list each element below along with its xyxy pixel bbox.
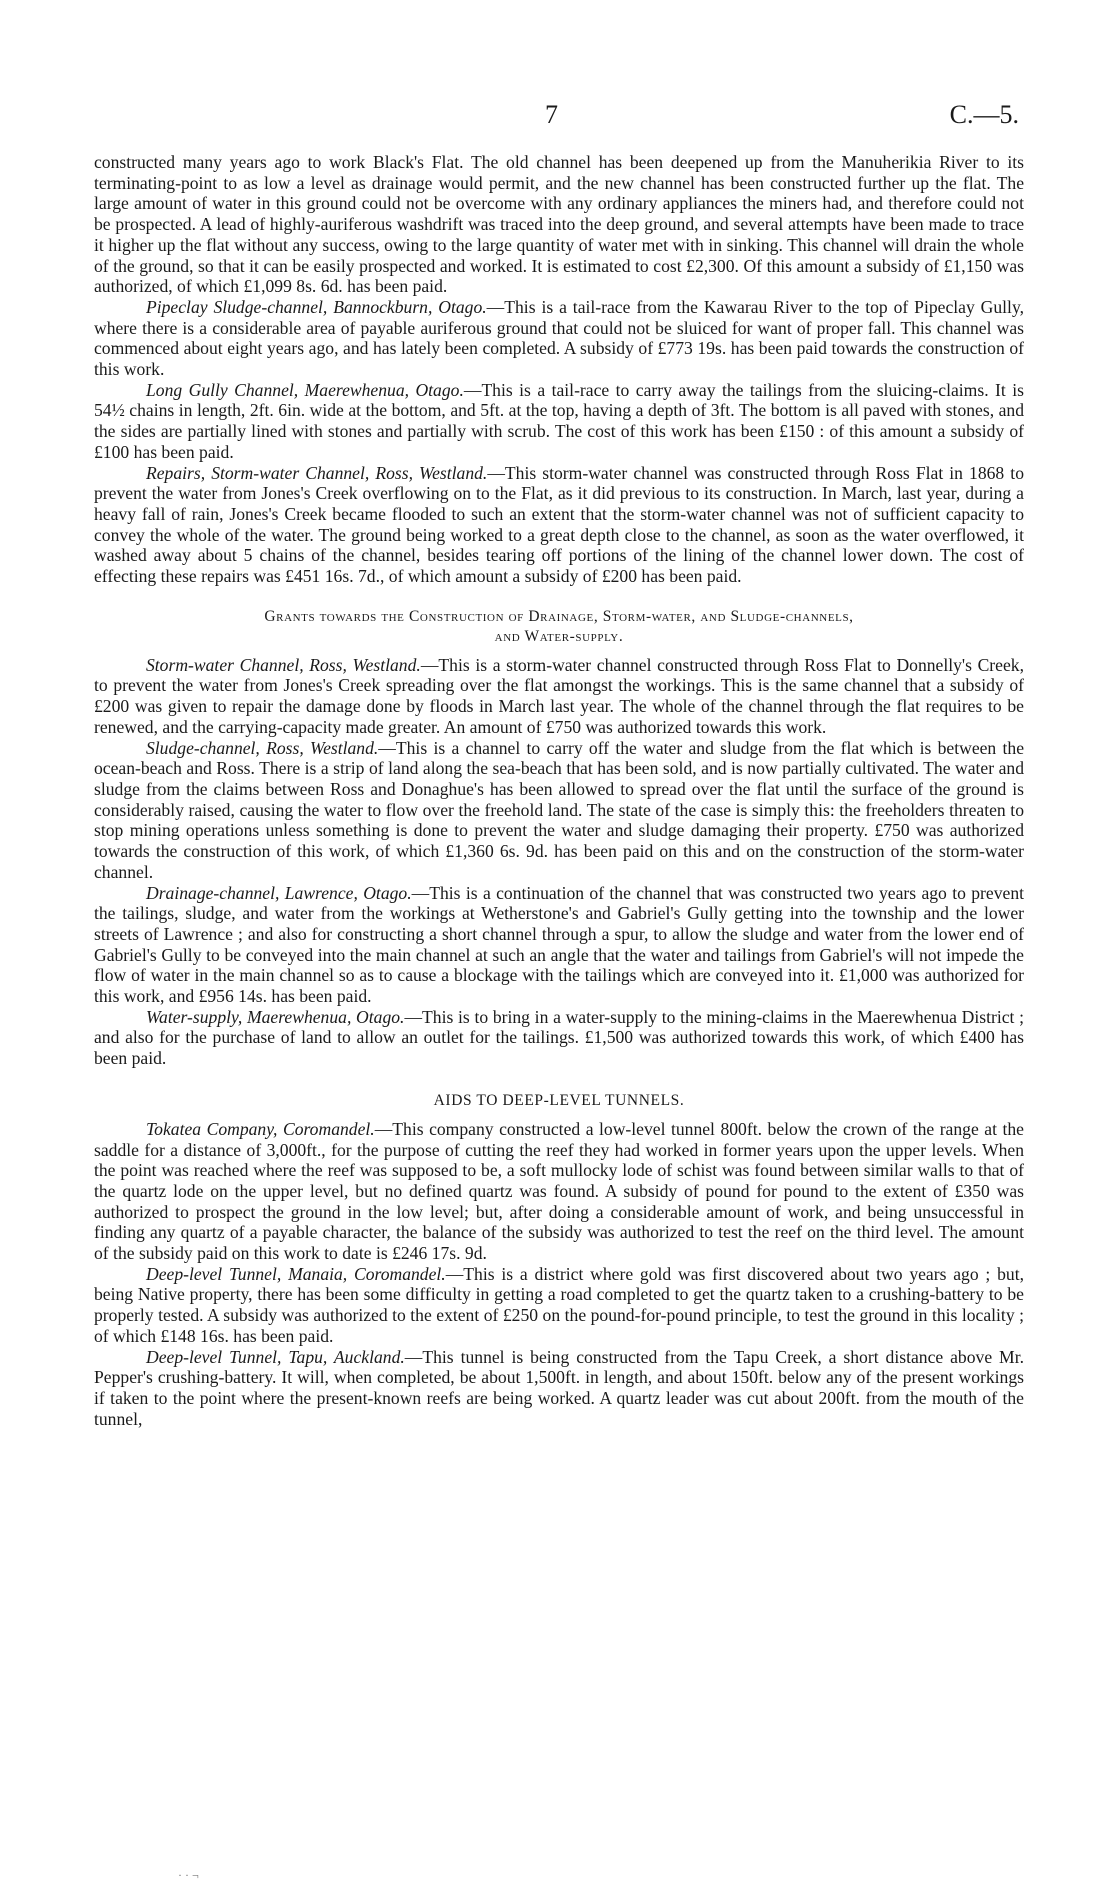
paragraph-text: —This is a district where gold was first discovered about two years ago ; but, being Native property, there has been some difficulty in getting a road completed to get the quartz taken to a crushing-battery to be properly tested. A subsidy was authorized to the extent of £250 on the pound-for-pound principle, to test the ground in this locality ; of which £148 16s. has been paid.: [94, 1263, 1024, 1346]
paragraph-repairs-ross: [94, 463, 1024, 587]
document-reference: C.—5.: [949, 100, 1019, 129]
section-heading-text: AIDS TO DEEP-LEVEL TUNNELS.: [433, 1091, 685, 1109]
paragraph-title: Tokatea Company, Coromandel.: [146, 1118, 375, 1139]
page-header: [0, 100, 1114, 140]
paragraph-title: Long Gully Channel, Maerewhenua, Otago.: [146, 379, 464, 400]
paragraph-long-gully: [94, 380, 1024, 463]
paragraph-title: Repairs, Storm-water Channel, Ross, Westland.: [146, 462, 488, 483]
paragraph-title: Drainage-channel, Lawrence, Otago.: [146, 882, 412, 903]
page-number: 7: [545, 100, 558, 129]
paragraph-title: Water-supply, Maerewhenua, Otago.: [146, 1006, 405, 1027]
paragraph-title: Pipeclay Sludge-channel, Bannockburn, Otago.: [146, 296, 487, 317]
body-text: [94, 152, 1024, 1429]
paragraph-text: —This is a channel to carry off the water and sludge from the flat which is between the ocean-beach and Ross. There is a strip of land along the sea-beach that has been sold, and is now partially cultivated. The water and sludge from the claims between Ross and Donaghue's has been allowed to spread over the flat until the surface of the ground is considerably raised, causing the water to flow over the freehold land. The state of the case is simply this: the freeholders threaten to stop mining operations unless something is done to prevent the water and sludge damaging their property. £750 was authorized towards the construction of this work, of which £1,360 6s. 9d. has been paid on this and on the construction of the storm-water channel.: [94, 737, 1025, 882]
paragraph-text: constructed many years ago to work Black's Flat. The old channel has been deepened up from the Manuherikia River to its terminating-point to as low a level as drainage would permit, and the new channel has been constructed further up the flat. The large amount of water in this ground could not be overcome with any ordinary appliances the miners had, and therefore could not be prospected. A lead of highly-auriferous washdrift was traced into the deep ground, and several attempts have been made to trace it higher up the flat without any success, owing to the large quantity of water met with in sinking. This channel will drain the whole of the ground, so that it can be easily prospected and worked. It is estimated to cost £2,300. Of this amount a subsidy of £1,150 was authorized, of which £1,099 8s. 6d. has been paid.: [94, 152, 1024, 297]
paragraph-text: —This company constructed a low-level tunnel 800ft. below the crown of the range at the saddle for a distance of 3,000ft., for the purpose of cutting the reef they had worked in former years upon the upper levels. When the point was reached where the reef was supposed to be, a soft mullocky lode of schist was found between similar walls to that of the quartz lode on the upper level, but no defined quartz was found. A subsidy of pound for pound to the extent of £350 was authorized to prospect the ground in the low level; but, after doing a considerable amount of work, and being unsuccessful in finding any quartz of a payable character, the balance of the subsidy was authorized to test the reef on the third level. The amount of the subsidy paid on this work to date is £246 17s. 9d.: [94, 1118, 1024, 1264]
paragraph-tokatea: [94, 1119, 1024, 1264]
section-heading-line-1: Grants towards the Construction of Drainage, Storm-water, and Sludge-channels,: [264, 607, 854, 625]
paragraph-water-supply: [94, 1007, 1024, 1069]
paragraph-title: Sludge-channel, Ross, Westland.: [146, 737, 379, 758]
paragraph-title: Deep-level Tunnel, Tapu, Auckland.: [146, 1346, 405, 1367]
paragraph-sludge-ross: [94, 738, 1024, 883]
paragraph-text: —This storm-water channel was constructed through Ross Flat in 1868 to prevent the water from Jones's Creek overflowing on to the Flat, as it did previous to its construction. In March, last year, during a heavy fall of rain, Jones's Creek became flooded to such an extent that the storm-water channel was not of sufficient capacity to convey the whole of the water. The ground being worked to a great depth close to the channel, as soon as the water overflowed, it washed away about 5 chains of the channel, besides tearing off portions of the lining of the channel lower down. The cost of effecting these repairs was £451 16s. 7d., of which amount a subsidy of £200 has been paid.: [94, 462, 1024, 587]
paragraph-text: —This is a tail-race from the Kawarau River to the top of Pipeclay Gully, where there is a considerable area of payable auriferous ground that could not be sluiced for want of proper fall. This channel was commenced about eight years ago, and has lately been completed. A subsidy of £773 19s. has been paid towards the construction of this work.: [94, 296, 1024, 380]
section-heading-grants: [94, 607, 1024, 647]
paragraph-black-flat: [94, 152, 1024, 297]
printer-mark: · · ¬: [178, 1868, 199, 1882]
paragraph-storm-water-ross: [94, 655, 1024, 738]
paragraph-title: Deep-level Tunnel, Manaia, Coromandel.: [146, 1263, 446, 1284]
paragraph-text: —This is a continuation of the channel that was constructed two years ago to prevent the tailings, sludge, and water from the workings at Wetherstone's and Gabriel's Gully getting into the township and the lower streets of Lawrence ; and also for constructing a short channel through a spur, to allow the sludge and water from the lower end of Gabriel's Gully to be conveyed into the main channel at such an angle that the water and tailings from Gabriel's will not impede the flow of water in the main channel so as to cause a blockage with the tailings which are conveyed into it. £1,000 was authorized for this work, and £956 14s. has been paid.: [94, 882, 1025, 1007]
section-heading-line-2: and Water-supply.: [494, 627, 624, 645]
paragraph-title: Storm-water Channel, Ross, Westland.: [146, 654, 421, 675]
paragraph-text: —This tunnel is being constructed from the Tapu Creek, a short distance above Mr. Pepper's crushing-battery. It will, when completed, be about 1,500ft. in length, and about 150ft. below any of the present workings if taken to the point where the present-known reefs are being worked. A quartz leader was cut about 200ft. from the mouth of the tunnel,: [94, 1346, 1024, 1429]
paragraph-text: —This is to bring in a water-supply to the mining-claims in the Maerewhenua District ; and also for the purchase of land to allow an outlet for the tailings. £1,500 was authorized towards this work, of which £400 has been paid.: [94, 1006, 1024, 1069]
paragraph-drainage-lawrence: [94, 883, 1024, 1007]
paragraph-manaia: [94, 1264, 1024, 1347]
paragraph-text: —This is a storm-water channel constructed through Ross Flat to Donnelly's Creek, to prevent the water from Jones's Creek spreading over the flat amongst the workings. This is the same channel that a subsidy of £200 was given to repair the damage done by floods in March last year. The whole of the channel through the flat requires to be renewed, and the carrying-capacity made greater. An amount of £750 was authorized towards this work.: [94, 654, 1024, 737]
paragraph-pipeclay: [94, 297, 1024, 380]
paragraph-text: —This is a tail-race to carry away the tailings from the sluicing-claims. It is 54½ chains in length, 2ft. 6in. wide at the bottom, and 5ft. at the top, having a depth of 3ft. The bottom is all paved with stones, and the sides are partially lined with stones and partially with scrub. The cost of this work has been £150 : of this amount a subsidy of £100 has been paid.: [94, 379, 1024, 462]
section-heading-tunnels: [94, 1091, 1024, 1111]
paragraph-tapu: [94, 1347, 1024, 1430]
